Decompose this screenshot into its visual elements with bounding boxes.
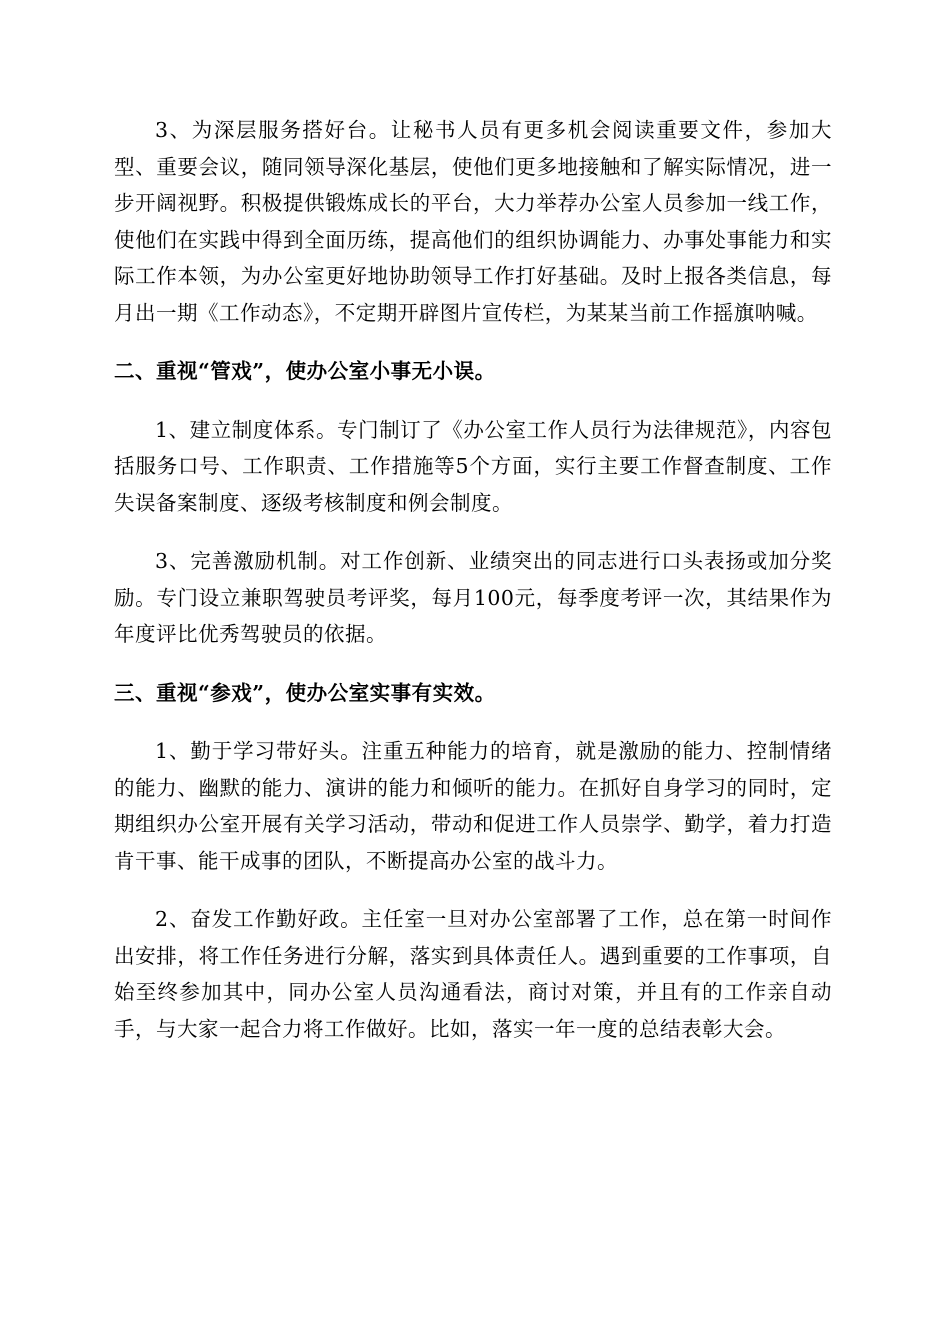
document-page (114, 112, 832, 1069)
paragraph-incentive-mechanism: 3、完善激励机制。对工作创新、业绩突出的同志进行口头表扬或加分奖励。专门设立兼职驾驶员考评奖，每月100元，每季度考评一次，其结果作为年度评比优秀驾驶员的依据。 (114, 549, 832, 646)
paragraph-service-platform: 3、为深层服务搭好台。让秘书人员有更多机会阅读重要文件，参加大型、重要会议，随同领导深化基层，使他们更多地接触和了解实际情况，进一步开阔视野。积极提供锻炼成长的平台，大力举荐办公室人员参加一线工作，使他们在实践中得到全面历练，提高他们的组织协调能力、办事处事能力和实际工作本领，为办公室更好地协助领导工作打好基础。及时上报各类信息，每月出一期《工作动态》，不定期开辟图片宣传栏，为某某当前工作摇旗呐喊。 (114, 118, 832, 325)
section-heading-participation: 三、重视“参戏”，使办公室实事有实效。 (114, 680, 496, 705)
paragraph-learning: 1、勤于学习带好头。注重五种能力的培育，就是激励的能力、控制情绪的能力、幽默的能力、演讲的能力和倾听的能力。在抓好自身学习的同时，定期组织办公室开展有关学习活动，带动和促进工作人员崇学、勤学，着力打造肯干事、能干成事的团队，不断提高办公室的战斗力。 (114, 739, 832, 873)
paragraph-system-building: 1、建立制度体系。专门制订了《办公室工作人员行为法律规范》，内容包括服务口号、工作职责、工作措施等5个方面，实行主要工作督查制度、工作失误备案制度、逐级考核制度和例会制度。 (114, 417, 832, 515)
section-heading-management: 二、重视“管戏”，使办公室小事无小误。 (114, 359, 496, 383)
paragraph-work-diligence: 2、奋发工作勤好政。主任室一旦对办公室部署了工作，总在第一时间作出安排，将工作任务进行分解，落实到具体责任人。遇到重要的工作事项，自始至终参加其中，同办公室人员沟通看法，商讨对策，并且有的工作亲自动手，与大家一起合力将工作做好。比如，落实一年一度的总结表彰大会。 (114, 907, 832, 1041)
